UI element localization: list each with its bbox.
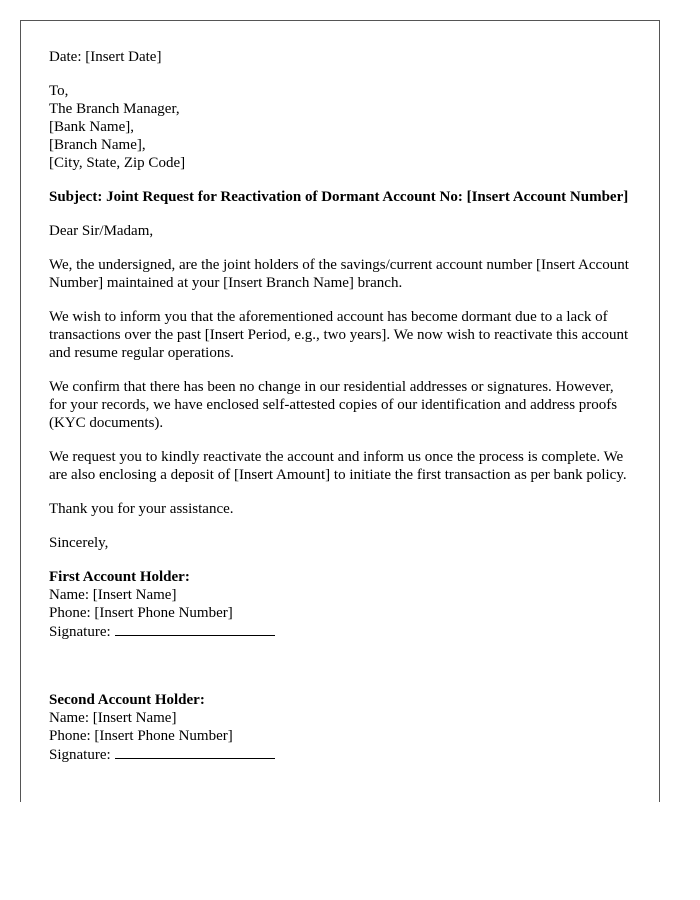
first-account-holder-block [49, 568, 631, 641]
body-paragraph-1: We, the undersigned, are the joint holders of the savings/current account number [Insert Account Number] maintained at your [Insert Branch Name] branch. [49, 257, 629, 291]
signature-label: Signature: [49, 624, 111, 640]
holder-heading: Second Account Holder: [49, 692, 205, 708]
subject-line: Subject: Joint Request for Reactivation of Dormant Account No: [Insert Account Number] [49, 189, 629, 205]
closing: Sincerely, [49, 535, 109, 551]
holder-phone: Phone: [Insert Phone Number] [49, 605, 233, 621]
holder-heading: First Account Holder: [49, 569, 190, 585]
holder-spacer [49, 641, 631, 691]
date-line: Date: [Insert Date] [49, 49, 162, 65]
body-paragraph-4: We request you to kindly reactivate the account and inform us once the process is complete. We are also enclosing a deposit of [Insert Amount] to initiate the first transaction as per bank policy. [49, 449, 627, 483]
recipient-branch: [Branch Name], [49, 137, 146, 153]
holder-signature-row [49, 745, 631, 764]
body-paragraph-2: We wish to inform you that the aforementioned account has become dormant due to a lack of transactions over the past [Insert Period, e.g., two years]. We now wish to reactivate this account and resume regular operations. [49, 309, 629, 361]
second-account-holder-block [49, 691, 631, 764]
thank-you-line: Thank you for your assistance. [49, 501, 234, 517]
signature-line [115, 745, 275, 759]
letter-document [20, 20, 660, 802]
recipient-bank: [Bank Name], [49, 119, 134, 135]
holder-name: Name: [Insert Name] [49, 710, 177, 726]
recipient-title: The Branch Manager, [49, 101, 180, 117]
salutation: Dear Sir/Madam, [49, 223, 154, 239]
holder-signature-row [49, 622, 631, 641]
recipient-city: [City, State, Zip Code] [49, 155, 186, 171]
recipient-to: To, [49, 83, 69, 99]
body-paragraph-3: We confirm that there has been no change in our residential addresses or signatures. However, for your records, we have enclosed self-attested copies of our identification and address proofs (KYC documents). [49, 379, 618, 431]
signature-line [115, 622, 275, 636]
holder-name: Name: [Insert Name] [49, 587, 177, 603]
signature-label: Signature: [49, 747, 111, 763]
holder-phone: Phone: [Insert Phone Number] [49, 728, 233, 744]
recipient-address [49, 82, 631, 172]
